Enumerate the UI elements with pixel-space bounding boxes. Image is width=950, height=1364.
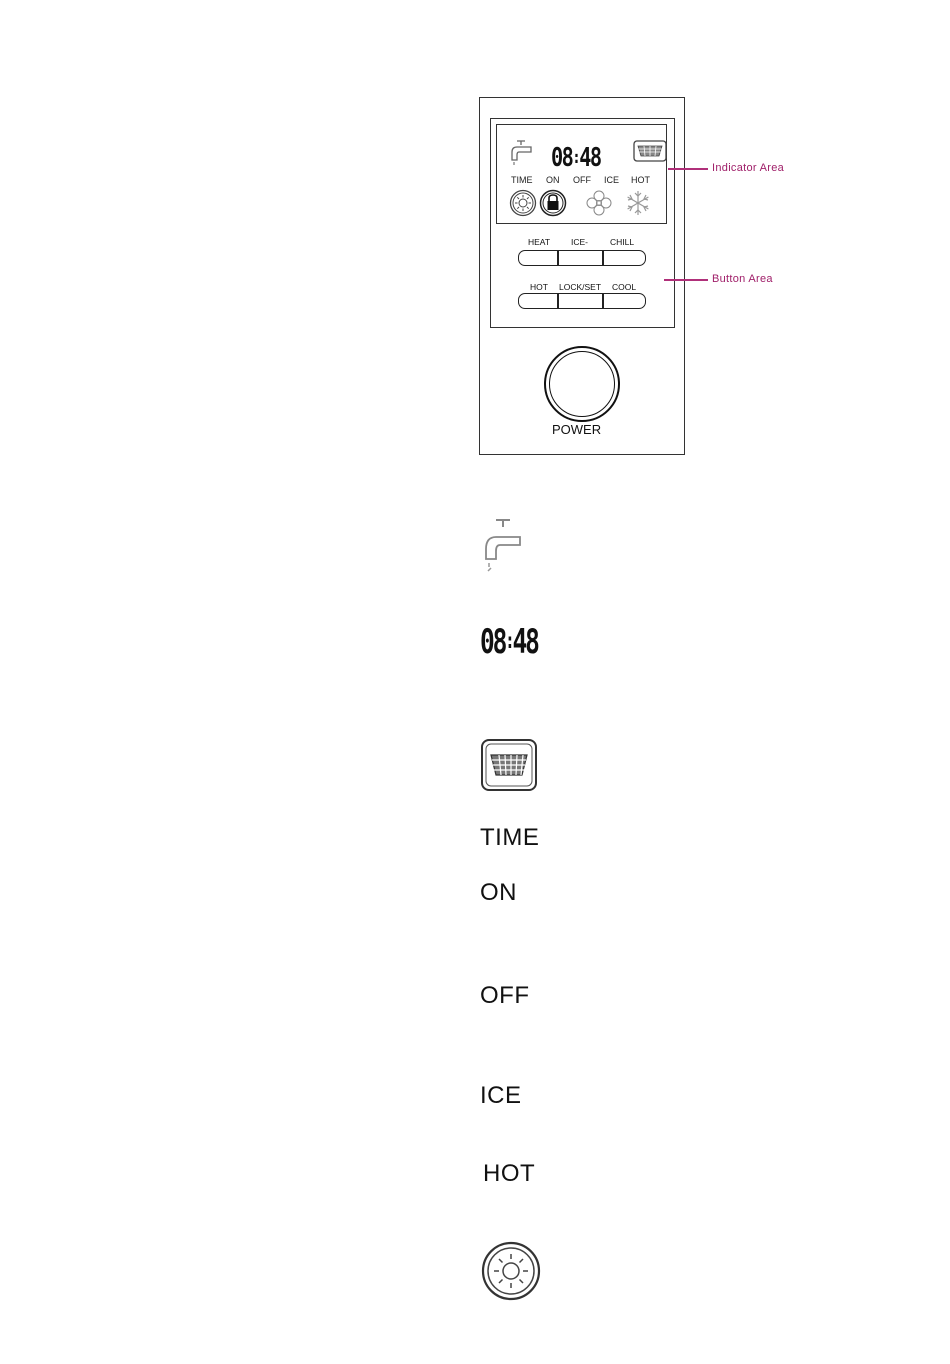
legend-sun-light-icon [480, 1240, 542, 1302]
display-grid-icon [633, 140, 667, 164]
button-label-lock-set: LOCK/SET [559, 282, 602, 292]
button-label-ice: ICE- [571, 237, 588, 247]
power-label: POWER [552, 422, 602, 437]
legend-ice: ICE [480, 1082, 522, 1109]
legend-clock-hours: 08 [480, 622, 506, 662]
button-area-callout: Button Area [712, 273, 773, 285]
chill-button[interactable] [604, 251, 644, 265]
legend-time: TIME [480, 824, 540, 851]
indicator-label-on: ON [546, 175, 560, 185]
clock-separator: : [572, 147, 580, 168]
legend-clock-separator: : [505, 629, 513, 654]
button-label-cool: COOL [612, 282, 637, 292]
indicator-area [496, 124, 667, 224]
button-label-hot: HOT [530, 282, 548, 292]
indicator-label-ice: ICE [604, 175, 620, 185]
legend-clock-display [480, 622, 538, 662]
legend-off: OFF [480, 982, 530, 1009]
button-callout-line [664, 279, 708, 281]
button-label-chill: CHILL [610, 237, 635, 247]
legend-faucet-icon [480, 515, 526, 573]
cool-button[interactable] [604, 294, 644, 308]
heat-button[interactable] [519, 251, 557, 265]
legend-display-grid-icon [480, 738, 538, 794]
button-label-heat: HEAT [528, 237, 551, 247]
clock-display [551, 143, 601, 173]
clock-minutes: 48 [579, 143, 601, 173]
lock-icon [539, 189, 567, 217]
indicator-label-time: TIME [511, 175, 533, 185]
indicator-label-hot: HOT [631, 175, 650, 185]
indicator-area-callout: Indicator Area [712, 162, 785, 174]
snowflake-icon [624, 189, 652, 217]
legend-hot: HOT [483, 1160, 536, 1187]
fan-icon [585, 189, 613, 217]
lock-set-button[interactable] [559, 294, 601, 308]
legend-clock-minutes: 48 [512, 622, 538, 662]
ice-button[interactable] [559, 251, 601, 265]
indicator-callout-line [668, 168, 708, 170]
button-row-2 [518, 293, 646, 309]
sun-light-icon [509, 189, 537, 217]
indicator-label-off: OFF [573, 175, 591, 185]
power-button[interactable] [544, 346, 620, 422]
faucet-icon [509, 138, 535, 168]
legend-on: ON [480, 879, 517, 906]
control-panel [479, 97, 685, 455]
hot-button[interactable] [519, 294, 557, 308]
button-row-1 [518, 250, 646, 266]
clock-hours: 08 [551, 143, 573, 173]
panel-inner-frame [490, 118, 675, 328]
